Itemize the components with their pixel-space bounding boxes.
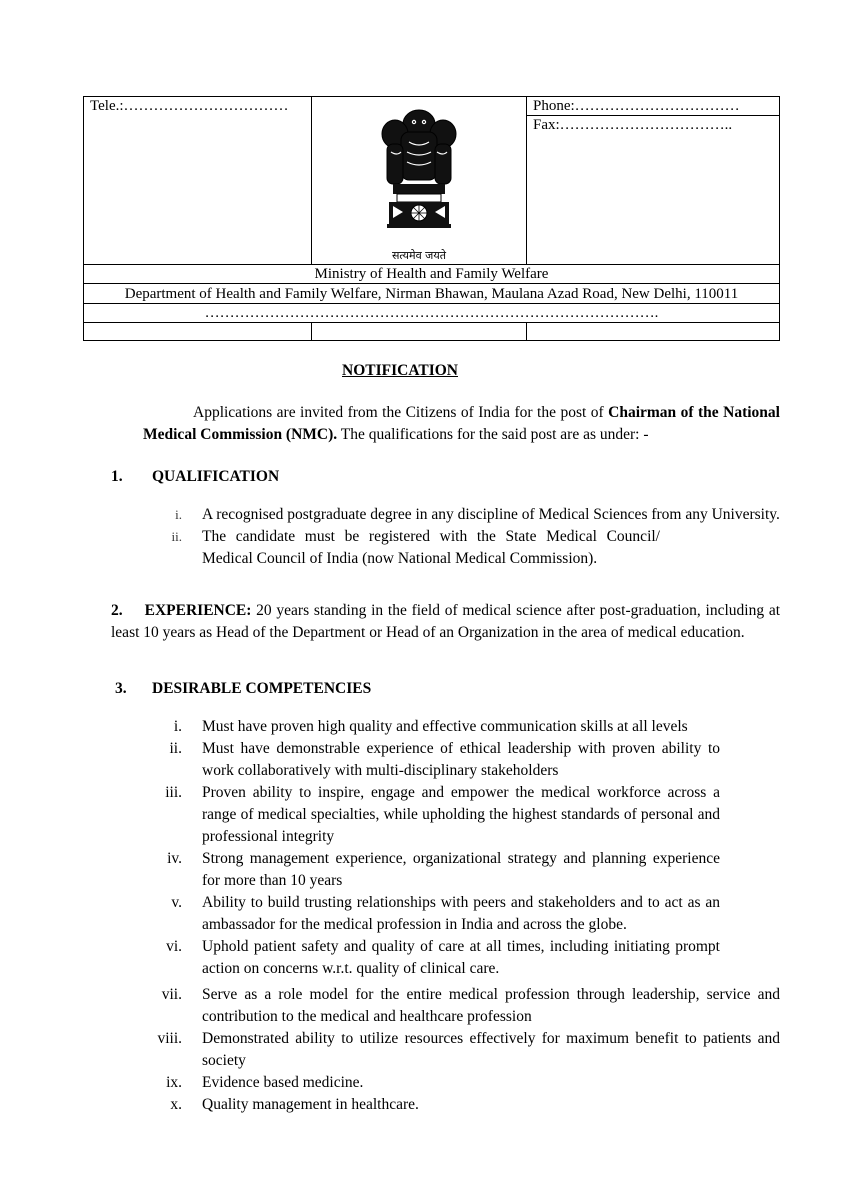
list-item — [142, 526, 660, 570]
experience-text: 20 years standing in the field of medical science after post-graduation, including at least 10 years as Head of the Department or Head of an Organization in the area of medical education. — [111, 602, 780, 641]
competencies-list — [142, 716, 780, 1116]
list-item-text: A recognised postgraduate degree in any discipline of Medical Sciences from any University. — [202, 506, 780, 523]
letterhead-table — [83, 96, 780, 341]
phone-label: Phone:…………………………… — [533, 98, 740, 114]
intro-paragraph — [143, 402, 780, 446]
experience-paragraph — [111, 600, 780, 644]
list-item — [142, 782, 720, 848]
ministry-name: Ministry of Health and Family Welfare — [84, 265, 780, 284]
national-emblem-icon — [371, 102, 467, 250]
section-2-heading: EXPERIENCE: — [144, 602, 252, 619]
section-3-heading: DESIRABLE COMPETENCIES — [152, 680, 372, 697]
list-item-text: Quality management in healthcare. — [202, 1096, 419, 1113]
dotted-line: ………………………………………………………………………………. — [84, 304, 780, 323]
list-item — [142, 504, 780, 526]
list-item-number: vi. — [166, 938, 182, 955]
list-item-number: i. — [173, 718, 182, 735]
phone-fax-cell — [527, 97, 780, 265]
list-item — [142, 1094, 780, 1116]
list-item — [142, 848, 720, 892]
list-item-number: ii. — [169, 740, 182, 757]
section-3-number: 3. — [115, 680, 127, 697]
list-item-text: Must have demonstrable experience of ethical leadership with proven ability to work collaboratively with multi-disciplinary stakeholders — [202, 740, 720, 779]
section-1-heading: QUALIFICATION — [152, 468, 280, 485]
list-item-number: v. — [171, 894, 182, 911]
empty-cell-left — [84, 323, 312, 341]
list-item — [142, 716, 782, 738]
list-item — [142, 892, 720, 936]
section-1-number: 1. — [111, 468, 123, 485]
list-item-text: Ability to build trusting relationships with peers and stakeholders and to act as an ambassador for the medical profession in India and across the globe. — [202, 894, 720, 933]
tele-cell — [84, 97, 312, 265]
list-item-number: i. — [175, 507, 182, 522]
fax-label: Fax:…………………………….. — [527, 115, 779, 134]
notification-title: NOTIFICATION — [342, 362, 458, 379]
qualification-list — [142, 504, 780, 570]
list-item-text: Proven ability to inspire, engage and empower the medical workforce across a range of medical specialties, while upholding the highest standards of personal and professional integrity — [202, 784, 720, 845]
empty-cell-middle — [312, 323, 527, 341]
emblem-motto: सत्यमेव जयते — [391, 248, 446, 262]
list-item-text: Serve as a role model for the entire medical profession through leadership, service and contribution to the medical and healthcare profession — [202, 986, 780, 1025]
intro-post-name: Chairman of the National Medical Commission (NMC). — [143, 404, 780, 443]
list-item — [142, 936, 720, 980]
list-item-text: The candidate must be registered with the State Medical Council/ Medical Council of India (now National Medical Commission). — [202, 528, 660, 567]
emblem-cell — [312, 97, 527, 265]
list-item-number: ix. — [166, 1074, 182, 1091]
list-item-number: ii. — [171, 529, 182, 544]
empty-cell-right — [527, 323, 780, 341]
list-item-number: iv. — [167, 850, 182, 867]
list-item-number: x. — [170, 1096, 182, 1113]
list-item-number: iii. — [165, 784, 182, 801]
list-item — [142, 1072, 780, 1094]
department-address: Department of Health and Family Welfare, Nirman Bhawan, Maulana Azad Road, New Delhi, 110011 — [84, 284, 780, 304]
list-item-text: Strong management experience, organizational strategy and planning experience for more than 10 years — [202, 850, 720, 889]
list-item — [142, 1028, 780, 1072]
intro-text-1: Applications are invited from the Citizens of India for the post of — [193, 404, 609, 421]
intro-text-2: The qualifications for the said post are as under: - — [337, 426, 649, 443]
list-item-text: Uphold patient safety and quality of care at all times, including initiating prompt action on concerns w.r.t. quality of clinical care. — [202, 938, 720, 977]
list-item-text: Demonstrated ability to utilize resources effectively for maximum benefit to patients and society — [202, 1030, 780, 1069]
tele-label: Tele.:…………………………… — [90, 98, 289, 114]
section-2-number: 2. — [111, 602, 123, 619]
list-item — [142, 984, 780, 1028]
list-item-number: viii. — [157, 1030, 182, 1047]
list-item-text: Evidence based medicine. — [202, 1074, 364, 1091]
list-item — [142, 738, 720, 782]
list-item-text: Must have proven high quality and effective communication skills at all levels — [202, 718, 688, 735]
list-item-number: vii. — [161, 986, 182, 1003]
